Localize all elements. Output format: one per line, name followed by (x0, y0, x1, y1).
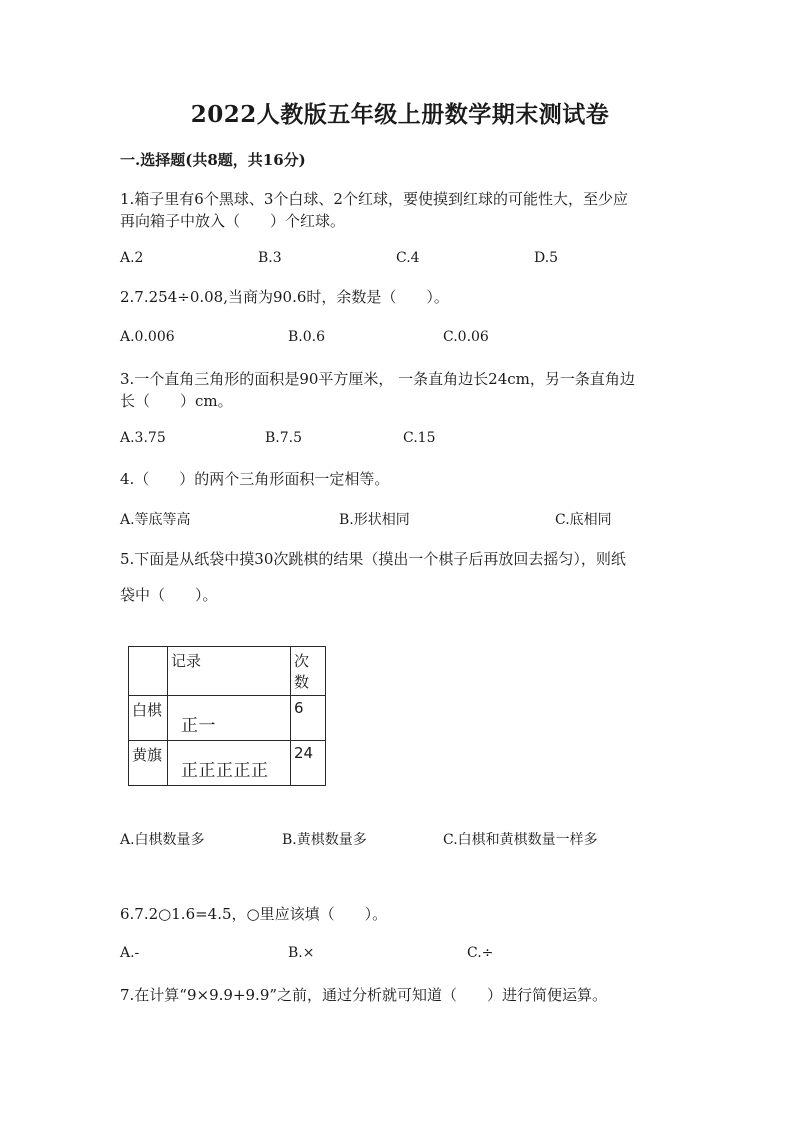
question-6-line-1: 6.7.2○1.6=4.5，○里应该填（ ）。 (120, 905, 388, 923)
question-7-line-1: 7.在计算“9×9.9+9.9”之前，通过分析就可知道（ ）进行简便运算。 (120, 986, 608, 1004)
question-1-option-c: C.4 (396, 250, 420, 266)
question-4-option-c: C.底相同 (555, 512, 612, 528)
tally-row-white (129, 696, 326, 741)
question-5-option-b: B.黄棋数量多 (282, 832, 367, 848)
question-3-option-c: C.15 (403, 430, 436, 446)
question-1-line-2: 再向箱子中放入（ ）个红球。 (120, 212, 346, 230)
tally-row-label: 黄旗 (129, 741, 168, 786)
page-title: 2022人教版五年级上册数学期末测试卷 (190, 101, 610, 128)
tally-marks-text: 正正正正正 (181, 761, 269, 781)
question-6-option-a: A.- (120, 945, 140, 961)
question-4-line-1: 4.（ ）的两个三角形面积一定相等。 (120, 470, 390, 488)
question-5-line-1: 5.下面是从纸袋中摸30次跳棋的结果（摸出一个棋子后再放回去摇匀），则纸 (120, 550, 626, 568)
question-1-option-d: D.5 (534, 250, 559, 266)
question-4-option-a: A.等底等高 (120, 512, 191, 528)
question-6-option-b: B.× (288, 945, 315, 961)
question-2-option-b: B.0.6 (288, 329, 326, 345)
tally-row-yellow (129, 741, 326, 786)
question-1-option-a: A.2 (120, 250, 144, 266)
question-3-option-b: B.7.5 (265, 430, 303, 446)
tally-row-marks (168, 741, 291, 786)
question-1-line-1: 1.箱子里有6个黑球、3个白球、2个红球，要使摸到红球的可能性大，至少应 (120, 190, 628, 208)
tally-row-marks (168, 696, 291, 741)
question-1-option-b: B.3 (258, 250, 282, 266)
section-heading: 一.选择题(共8题，共16分) (120, 151, 306, 169)
tally-marks-text: 正一 (181, 716, 216, 736)
question-3-line-2: 长（ ）cm。 (120, 392, 233, 410)
tally-header-count: 次数 (291, 647, 326, 696)
tally-row-count: 6 (291, 696, 326, 741)
tally-row-count: 24 (291, 741, 326, 786)
tally-table (128, 646, 326, 786)
tally-header-row (129, 647, 326, 696)
question-5-option-c: C.白棋和黄棋数量一样多 (443, 832, 598, 848)
tally-row-label: 白棋 (129, 696, 168, 741)
question-3-option-a: A.3.75 (120, 430, 166, 446)
question-4-option-b: B.形状相同 (339, 512, 410, 528)
question-2-line-1: 2.7.254÷0.08,当商为90.6时，余数是（ ）。 (120, 288, 449, 306)
question-2-option-c: C.0.06 (443, 329, 489, 345)
tally-header-record: 记录 (168, 647, 291, 696)
question-6-option-c: C.÷ (467, 945, 494, 961)
question-3-line-1: 3.一个直角三角形的面积是90平方厘米， 一条直角边长24cm，另一条直角边 (120, 370, 635, 388)
tally-header-corner (129, 647, 168, 696)
question-5-line-2: 袋中（ ）。 (120, 586, 218, 604)
question-2-option-a: A.0.006 (120, 329, 175, 345)
question-5-option-a: A.白棋数量多 (120, 832, 205, 848)
